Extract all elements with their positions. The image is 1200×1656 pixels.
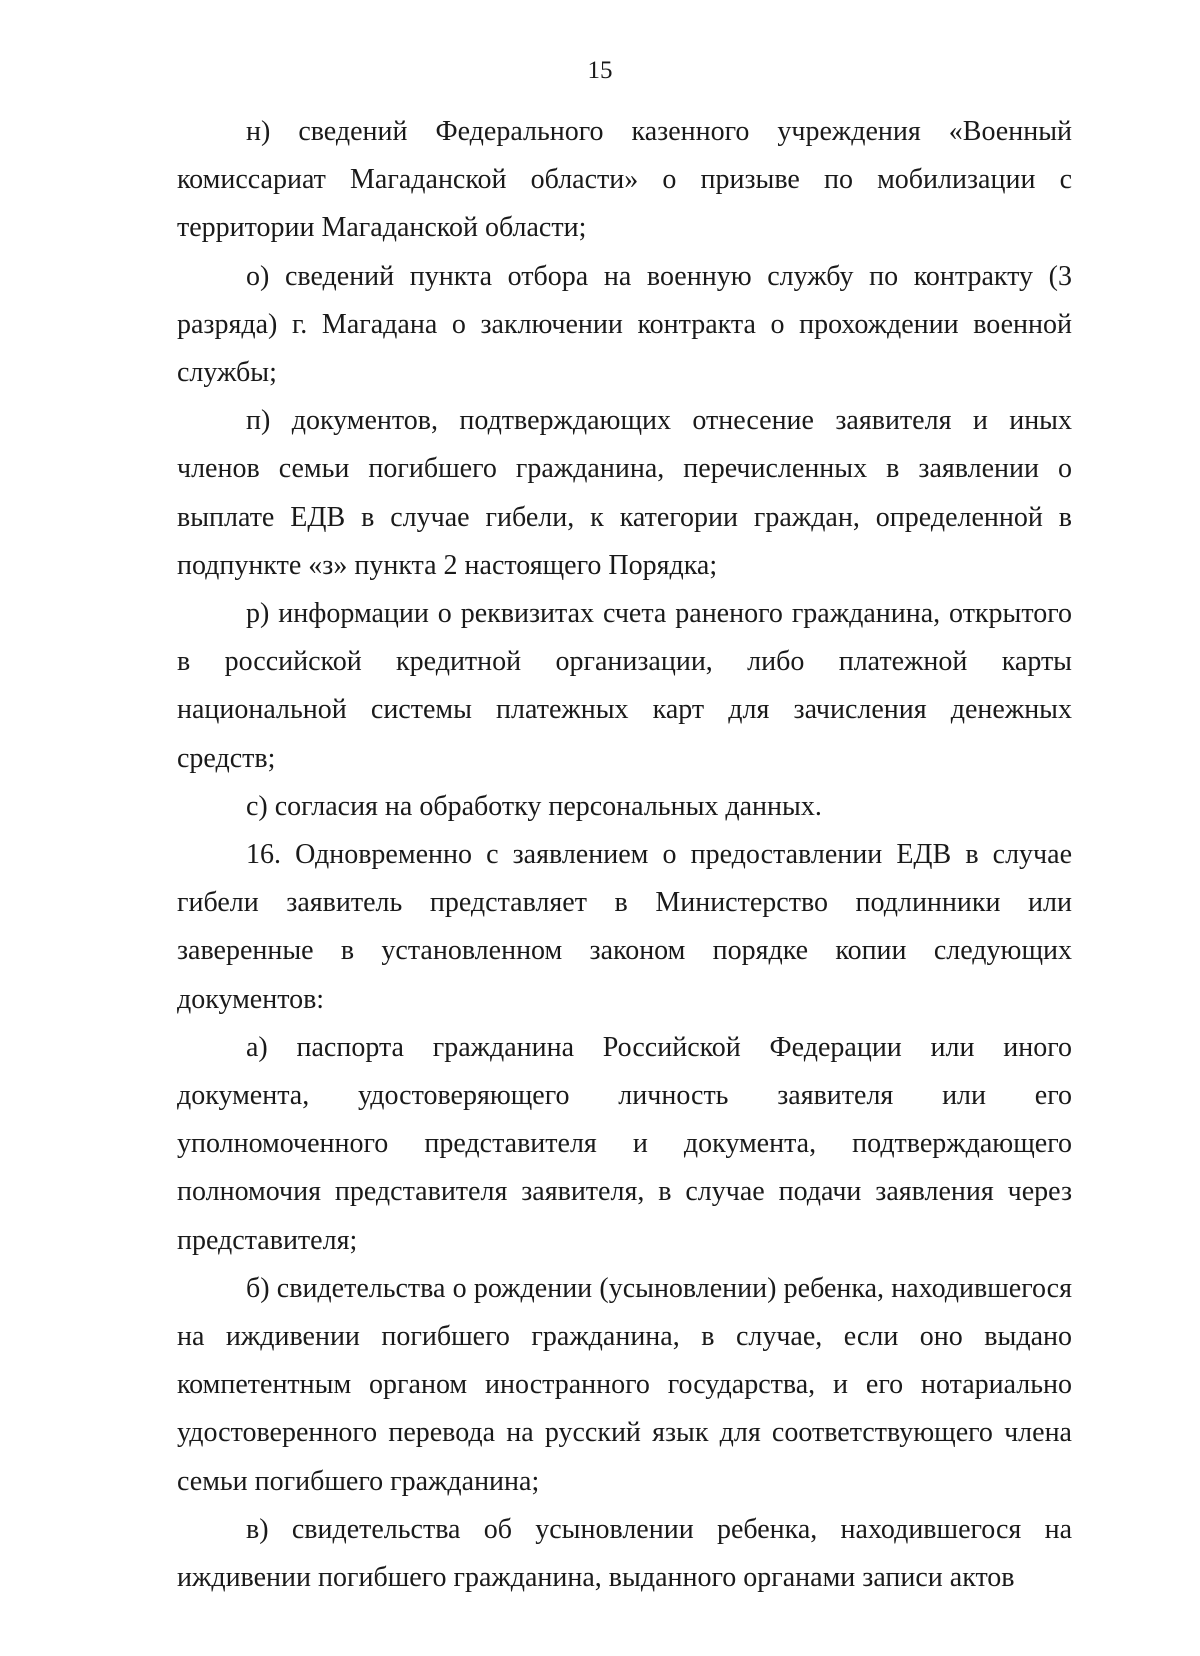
document-body	[177, 108, 1072, 1602]
paragraph-n: н) сведений Федерального казенного учреждения «Военный комиссариат Магаданской области» о призыве по мобилизации с территории Магаданской области;	[177, 116, 1072, 244]
paragraph-b: б) свидетельства о рождении (усыновлении) ребенка, находившегося на иждивении погибшего гражданина, в случае, если оно выдано компетентным органом иностранного государства, и его нотариально удостоверенного перевода на русский язык для соответствующего члена семьи погибшего гражданина;	[177, 1272, 1072, 1497]
paragraph-s: с) согласия на обработку персональных данных.	[246, 790, 822, 822]
paragraph-r: р) информации о реквизитах счета раненого гражданина, открытого в российской кредитной организации, либо платежной карты национальной системы платежных карт для зачисления денежных средств;	[177, 598, 1072, 774]
paragraph-16: 16. Одновременно с заявлением о предоставлении ЕДВ в случае гибели заявитель представляет в Министерство подлинники или заверенные в установленном законом порядке копии следующих документов:	[177, 839, 1072, 1015]
paragraph-a: а) паспорта гражданина Российской Федерации или иного документа, удостоверяющего личность заявителя или его уполномоченного представителя и документа, подтверждающего полномочия представителя заявителя, в случае подачи заявления через представителя;	[177, 1031, 1072, 1256]
paragraph-v: в) свидетельства об усыновлении ребенка, находившегося на иждивении погибшего гражданина, выданного органами записи актов	[177, 1513, 1072, 1594]
page-number: 15	[587, 57, 613, 84]
paragraph-p: п) документов, подтверждающих отнесение заявителя и иных членов семьи погибшего гражданина, перечисленных в заявлении о выплате ЕДВ в случае гибели, к категории граждан, определенной в подпункте «з» пункта 2 настоящего Порядка;	[177, 405, 1072, 581]
paragraph-o: о) сведений пункта отбора на военную службу по контракту (3 разряда) г. Магадана о заключении контракта о прохождении военной службы;	[177, 260, 1072, 389]
